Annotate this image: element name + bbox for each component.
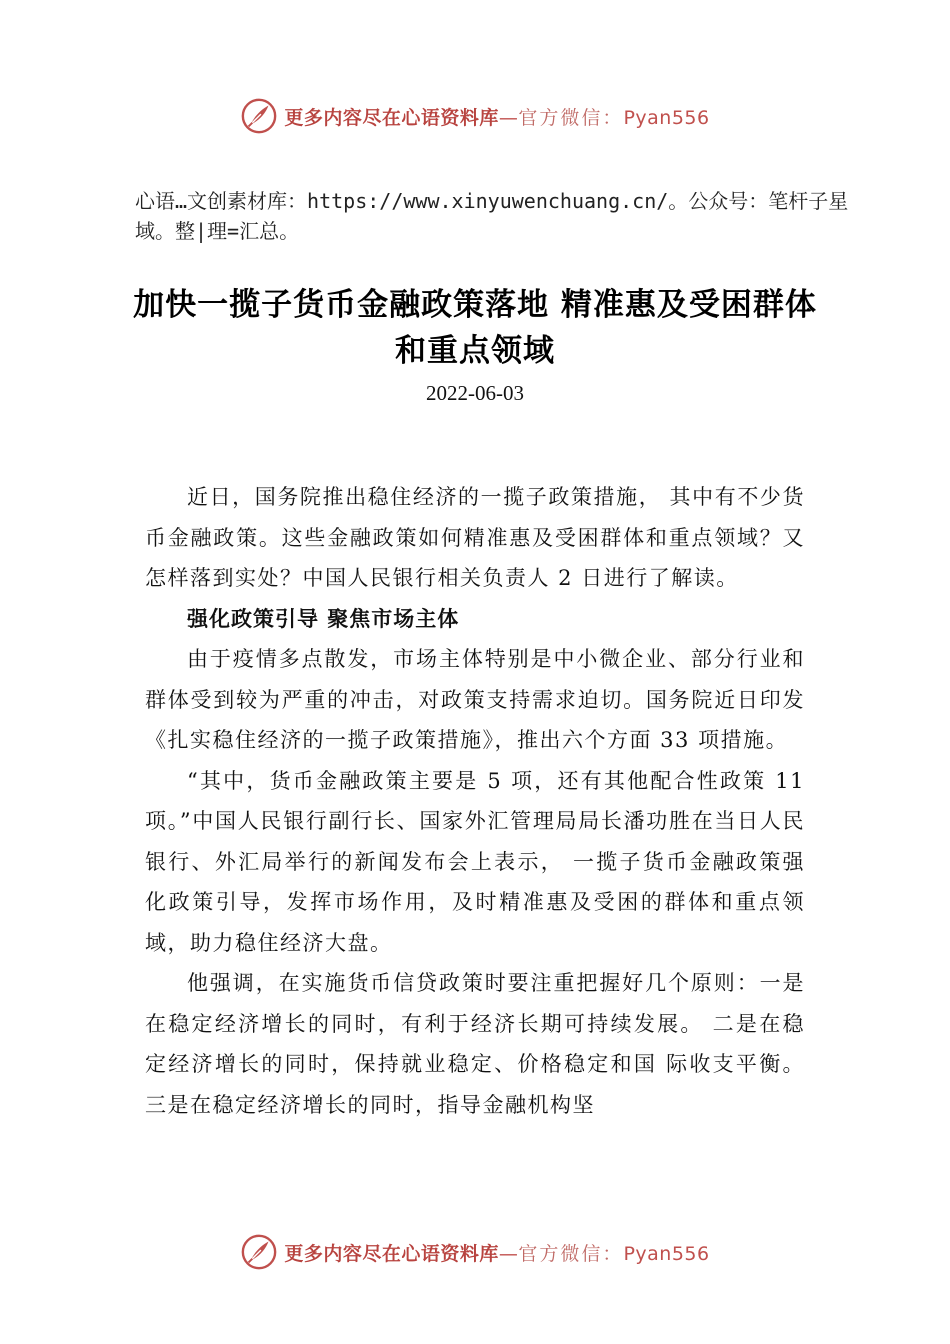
paragraph: 近日，国务院推出稳住经济的一揽子政策措施， 其中有不少货币金融政策。这些金融政策如何精准惠及受困群体和重点领域？又怎样落到实处？中国人民银行相关负责人 2 日进行了解读。 xyxy=(145,485,805,590)
article-body xyxy=(145,477,805,1125)
feather-pen-icon xyxy=(240,97,278,135)
banner-text: 更多内容尽在心语资料库—官方微信：Pyan556 xyxy=(284,106,710,129)
section-heading: 强化政策引导 聚焦市场主体 xyxy=(187,606,460,631)
source-note: 心语…文创素材库：https://www.xinyuwenchuang.cn/。公众号：笔杆子星域。整|理=汇总。 xyxy=(135,189,849,243)
article-title: 加快一揽子货币金融政策落地 精准惠及受困群体和重点领域 xyxy=(133,287,817,369)
banner-text: 更多内容尽在心语资料库—官方微信：Pyan556 xyxy=(284,1242,710,1265)
paragraph: 由于疫情多点散发，市场主体特别是中小微企业、部分行业和群体受到较为严重的冲击，对政策支持需求迫切。国务院近日印发《扎实稳住经济的一揽子政策措施》，推出六个方面 33 项措施。 xyxy=(145,647,805,752)
header-banner xyxy=(0,96,950,136)
paragraph: “其中，货币金融政策主要是 5 项，还有其他配合性政策 11 项。”中国人民银行副行长、国家外汇管理局局长潘功胜在当日人民银行、外汇局举行的新闻发布会上表示， 一揽子货币金融政策强化政策引导，发挥市场作用，及时精准惠及受困的群体和重点领域，助力稳住经济大盘。 xyxy=(145,768,805,955)
footer-banner xyxy=(0,1232,950,1272)
article-date: 2022-06-03 xyxy=(426,381,524,405)
feather-pen-icon xyxy=(240,1233,278,1271)
paragraph: 他强调，在实施货币信贷政策时要注重把握好几个原则：一是在稳定经济增长的同时，有利于经济长期可持续发展。 二是在稳定经济增长的同时，保持就业稳定、价格稳定和国 际收支平衡。三是在稳定经济增长的同时，指导金融机构坚 xyxy=(145,971,805,1117)
